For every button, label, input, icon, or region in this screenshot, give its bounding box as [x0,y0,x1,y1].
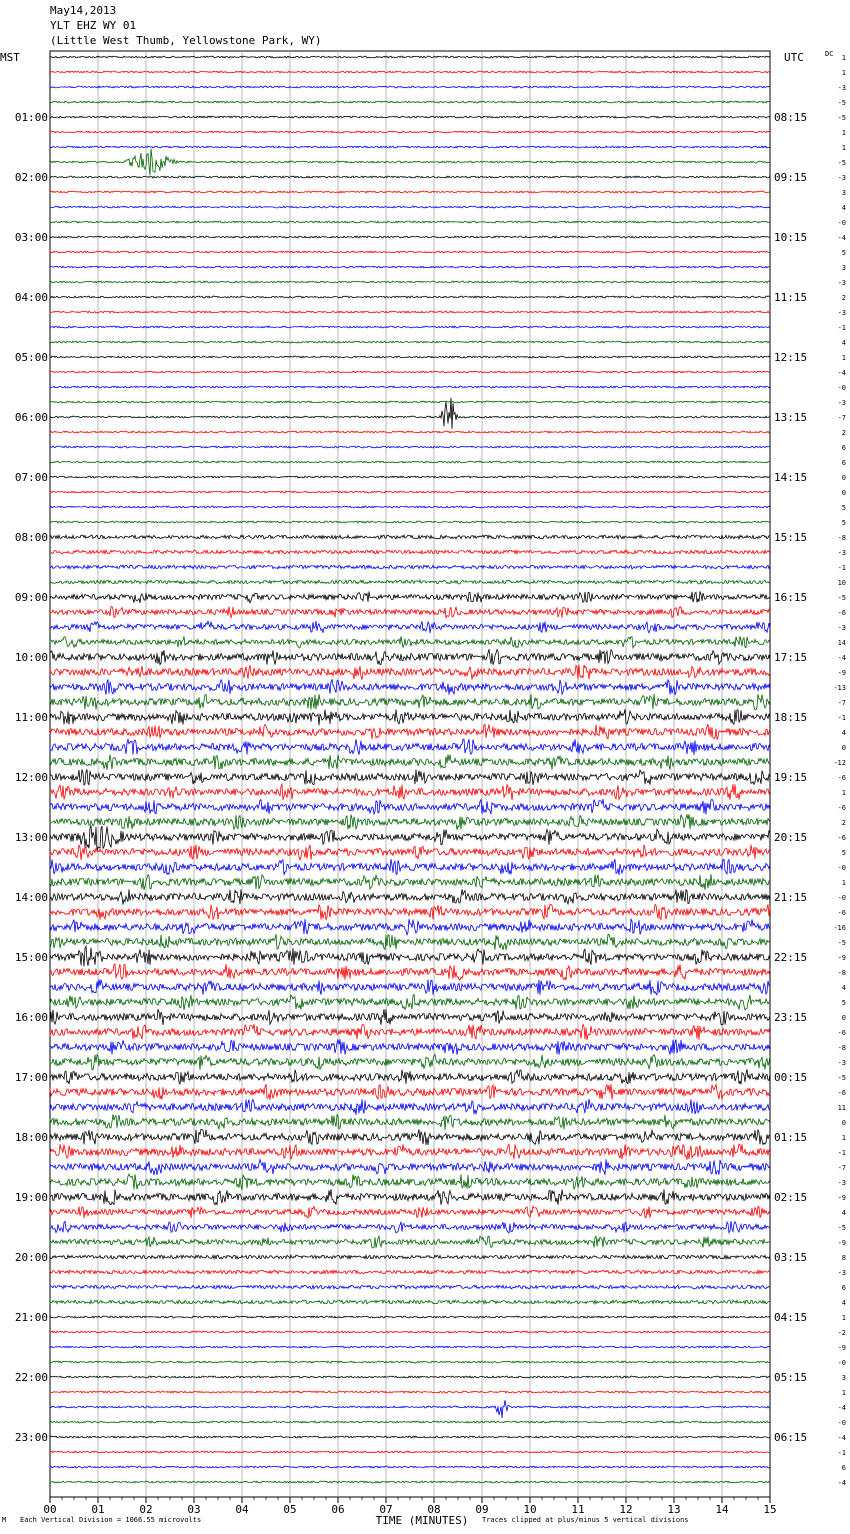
dc-label: DC [825,50,834,58]
trace-row-4 [50,116,770,118]
dc-offset-label: -5 [837,159,846,167]
utc-time-label: 00:15 [774,1071,808,1084]
dc-offset-label: 10 [837,579,846,587]
chart-location: (Little West Thumb, Yellowstone Park, WY) [50,34,322,47]
trace-row-87 [50,1361,770,1363]
dc-offset-label: -1 [837,564,846,572]
trace-row-3 [50,101,770,103]
trace-row-57 [50,904,770,920]
mst-time-label: 07:00 [14,471,48,484]
dc-offset-label: -8 [837,534,846,542]
trace-row-46 [50,739,770,755]
trace-row-59 [50,934,770,950]
mst-time-label: 02:00 [14,171,48,184]
utc-time-label: 22:15 [774,951,808,964]
dc-offset-label: 4 [841,1299,846,1307]
trace-row-1 [50,71,770,73]
dc-offset-label: 4 [841,984,846,992]
dc-offset-label: -5 [837,594,846,602]
dc-offset-label: -4 [837,369,846,377]
utc-time-label: 16:15 [774,591,808,604]
trace-row-78 [50,1221,770,1233]
trace-row-10 [50,206,770,208]
dc-offset-label: 1 [841,354,846,362]
corner-mark: M [2,1516,7,1524]
trace-row-63 [50,995,770,1010]
dc-offset-label: 2 [841,819,846,827]
trace-row-15 [50,281,770,283]
dc-offset-label: -7 [837,414,846,422]
dc-offset-label: 3 [841,1374,846,1382]
dc-offset-label: 5 [841,999,846,1007]
dc-offset-label: 1 [841,1134,846,1142]
dc-offset-label: -13 [833,684,846,692]
trace-row-42 [50,679,770,695]
dc-offset-label: -4 [837,1479,846,1487]
dc-offset-label: -4 [837,234,846,242]
dc-offset-label: 3 [841,189,846,197]
utc-time-label: 14:15 [774,471,808,484]
trace-row-73 [50,1144,770,1160]
dc-offset-label: -5 [837,99,846,107]
dc-offset-label: -3 [837,1179,846,1187]
trace-row-26 [50,446,770,448]
trace-row-43 [50,694,770,710]
dc-offset-label: -3 [837,549,846,557]
trace-row-61 [50,964,770,980]
trace-row-45 [50,724,770,740]
x-tick-label: 10 [523,1503,537,1516]
dc-offset-label: -0 [837,894,846,902]
mst-time-label: 20:00 [14,1251,48,1264]
trace-row-14 [50,266,770,268]
trace-row-37 [50,607,770,618]
dc-offset-label: -5 [837,1074,846,1082]
mst-time-label: 23:00 [14,1431,48,1444]
trace-row-8 [50,176,770,178]
trace-row-7 [50,149,770,176]
dc-offset-label: -3 [837,279,846,287]
trace-row-12 [50,236,770,238]
trace-row-52 [50,826,770,852]
trace-row-20 [50,356,770,358]
dc-offset-label: -1 [837,714,846,722]
utc-time-label: 09:15 [774,171,808,184]
dc-offset-label: 3 [841,264,846,272]
trace-row-85 [50,1331,770,1333]
dc-offset-label: 1 [841,69,846,77]
mst-time-label: 15:00 [14,951,48,964]
utc-time-label: 11:15 [774,291,808,304]
dc-offset-label: 5 [841,849,846,857]
trace-row-33 [50,550,770,554]
trace-row-6 [50,146,770,148]
trace-row-44 [50,709,770,725]
dc-offset-label: 1 [841,1314,846,1322]
utc-time-label: 19:15 [774,771,808,784]
dc-offset-label: -7 [837,699,846,707]
trace-row-79 [50,1236,770,1248]
dc-offset-label: -3 [837,1059,846,1067]
trace-row-76 [50,1189,770,1205]
x-tick-label: 06 [331,1503,345,1516]
dc-offset-label: -3 [837,309,846,317]
trace-row-48 [50,769,770,785]
trace-row-74 [50,1159,770,1175]
trace-row-16 [50,296,770,298]
mst-time-label: 09:00 [14,591,48,604]
dc-offset-label: 5 [841,504,846,512]
dc-offset-label: 5 [841,249,846,257]
trace-row-77 [50,1206,770,1218]
trace-row-54 [50,859,770,875]
dc-offset-label: -3 [837,174,846,182]
utc-time-label: 06:15 [774,1431,808,1444]
dc-offset-label: 11 [837,1104,846,1112]
x-tick-label: 09 [475,1503,489,1516]
dc-offset-label: 1 [841,879,846,887]
x-tick-label: 05 [283,1503,297,1516]
utc-time-label: 03:15 [774,1251,808,1264]
x-tick-label: 07 [379,1503,393,1516]
dc-offset-label: -6 [837,1029,846,1037]
x-tick-label: 04 [235,1503,249,1516]
trace-row-56 [50,889,770,904]
trace-row-22 [50,386,770,388]
mst-time-label: 12:00 [14,771,48,784]
trace-row-17 [50,311,770,313]
trace-row-25 [50,431,770,433]
trace-row-69 [50,1084,770,1100]
trace-row-23 [50,401,770,403]
dc-offset-label: -6 [837,834,846,842]
dc-offset-label: 1 [841,129,846,137]
trace-row-47 [50,754,770,769]
dc-offset-label: -9 [837,1239,846,1247]
mst-time-label: 17:00 [14,1071,48,1084]
trace-row-27 [50,461,770,463]
dc-offset-label: -6 [837,609,846,617]
trace-row-95 [50,1481,770,1483]
dc-offset-label: 0 [841,744,846,752]
dc-offset-label: -0 [837,384,846,392]
trace-row-91 [50,1421,770,1423]
mst-time-label: 21:00 [14,1311,48,1324]
utc-time-label: 05:15 [774,1371,808,1384]
trace-row-5 [50,131,770,133]
chart-station: YLT EHZ WY 01 [50,19,137,32]
dc-offset-label: -12 [833,759,846,767]
utc-time-label: 15:15 [774,531,808,544]
dc-offset-label: 1 [841,144,846,152]
trace-row-50 [50,799,770,814]
dc-offset-label: -3 [837,84,846,92]
utc-time-label: 13:15 [774,411,808,424]
trace-row-36 [50,591,770,603]
dc-offset-label: -2 [837,1329,846,1337]
trace-row-35 [50,580,770,584]
dc-offset-label: 1 [841,789,846,797]
utc-time-label: 20:15 [774,831,808,844]
dc-offset-label: 6 [841,1464,846,1472]
trace-row-2 [50,86,770,88]
trace-row-60 [50,946,770,966]
dc-offset-label: -3 [837,399,846,407]
trace-row-82 [50,1285,770,1289]
dc-offset-label: 8 [841,1254,846,1262]
right-timezone-label: UTC [784,51,804,64]
dc-offset-label: -4 [837,1404,846,1412]
x-tick-label: 12 [619,1503,633,1516]
utc-time-label: 04:15 [774,1311,808,1324]
dc-offset-label: 2 [841,429,846,437]
dc-offset-label: 4 [841,729,846,737]
dc-offset-label: -9 [837,1194,846,1202]
trace-row-53 [50,845,770,860]
dc-offset-label: -5 [837,114,846,122]
dc-offset-label: 4 [841,339,846,347]
utc-time-label: 23:15 [774,1011,808,1024]
trace-row-51 [50,814,770,829]
trace-row-34 [50,565,770,569]
mst-time-label: 11:00 [14,711,48,724]
dc-offset-label: -4 [837,654,846,662]
dc-offset-label: -3 [837,1269,846,1277]
dc-offset-label: 0 [841,474,846,482]
dc-offset-label: 6 [841,459,846,467]
trace-row-84 [50,1316,770,1318]
dc-offset-label: -16 [833,924,846,932]
trace-row-81 [50,1270,770,1274]
dc-offset-label: 6 [841,1284,846,1292]
trace-row-62 [50,979,770,995]
dc-offset-label: -3 [837,624,846,632]
dc-offset-label: -5 [837,939,846,947]
mst-time-label: 01:00 [14,111,48,124]
trace-row-38 [50,621,770,633]
trace-row-40 [50,649,770,665]
dc-offset-label: -5 [837,1224,846,1232]
dc-offset-label: -0 [837,864,846,872]
trace-row-55 [50,874,770,890]
trace-row-89 [50,1391,770,1393]
dc-offset-label: -1 [837,1449,846,1457]
trace-row-28 [50,476,770,478]
trace-row-49 [50,784,770,800]
trace-row-32 [50,535,770,539]
trace-row-86 [50,1346,770,1348]
trace-row-29 [50,491,770,493]
dc-offset-label: 1 [841,54,846,62]
utc-time-label: 10:15 [774,231,808,244]
dc-offset-label: -6 [837,1089,846,1097]
x-tick-label: 11 [571,1503,585,1516]
trace-row-68 [50,1069,770,1084]
trace-row-31 [50,521,770,523]
mst-time-label: 22:00 [14,1371,48,1384]
trace-row-88 [50,1376,770,1378]
dc-offset-label: 5 [841,519,846,527]
x-tick-label: 01 [91,1503,105,1516]
dc-offset-label: 14 [837,639,846,647]
scale-note: Each Vertical Division = 1066.55 microvolts [20,1516,202,1524]
x-tick-label: 13 [667,1503,681,1516]
x-tick-label: 08 [427,1503,441,1516]
trace-row-39 [50,636,770,648]
trace-row-83 [50,1300,770,1304]
dc-offset-label: -1 [837,1149,846,1157]
x-axis-label: TIME (MINUTES) [375,1514,469,1527]
utc-time-label: 18:15 [774,711,808,724]
x-tick-label: 00 [43,1503,57,1516]
dc-offset-label: -7 [837,1164,846,1172]
mst-time-label: 06:00 [14,411,48,424]
trace-row-13 [50,251,770,253]
trace-row-9 [50,191,770,193]
x-tick-label: 14 [715,1503,729,1516]
trace-row-30 [50,506,770,508]
dc-offset-label: -0 [837,219,846,227]
x-tick-label: 03 [187,1503,201,1516]
mst-time-label: 04:00 [14,291,48,304]
utc-time-label: 17:15 [774,651,808,664]
left-timezone-label: MST [0,51,20,64]
dc-offset-label: 1 [841,1389,846,1397]
trace-row-71 [50,1114,770,1130]
trace-row-75 [50,1174,770,1190]
dc-offset-label: -4 [837,1434,846,1442]
trace-row-0 [50,56,770,58]
utc-time-label: 12:15 [774,351,808,364]
dc-offset-label: 4 [841,1209,846,1217]
dc-offset-label: 4 [841,204,846,212]
mst-time-label: 10:00 [14,651,48,664]
trace-row-64 [50,1009,770,1025]
x-tick-label: 02 [139,1503,153,1516]
mst-time-label: 14:00 [14,891,48,904]
x-tick-label: 15 [763,1503,777,1516]
utc-time-label: 01:15 [774,1131,808,1144]
mst-time-label: 19:00 [14,1191,48,1204]
trace-row-70 [50,1099,770,1115]
dc-offset-label: -8 [837,1044,846,1052]
dc-offset-label: -9 [837,954,846,962]
clip-note: Traces clipped at plus/minus 5 vertical divisions [482,1516,689,1524]
trace-row-21 [50,371,770,373]
dc-offset-label: -6 [837,804,846,812]
trace-row-11 [50,221,770,223]
chart-date: May14,2013 [50,4,117,17]
trace-row-94 [50,1466,770,1468]
trace-row-72 [50,1129,770,1145]
mst-time-label: 13:00 [14,831,48,844]
utc-time-label: 02:15 [774,1191,808,1204]
trace-row-80 [50,1255,770,1259]
trace-row-19 [50,341,770,343]
mst-time-label: 03:00 [14,231,48,244]
trace-row-58 [50,919,770,935]
dc-offset-label: 0 [841,489,846,497]
mst-time-label: 08:00 [14,531,48,544]
mst-time-label: 18:00 [14,1131,48,1144]
dc-offset-label: -8 [837,969,846,977]
trace-row-93 [50,1451,770,1453]
trace-row-41 [50,665,770,680]
dc-offset-label: -0 [837,1419,846,1427]
mst-time-label: 05:00 [14,351,48,364]
trace-row-65 [50,1024,770,1040]
trace-row-18 [50,326,770,328]
utc-time-label: 08:15 [774,111,808,124]
dc-offset-label: -1 [837,324,846,332]
trace-row-90 [50,1400,770,1418]
trace-row-92 [50,1436,770,1438]
dc-offset-label: 6 [841,444,846,452]
dc-offset-label: 0 [841,1119,846,1127]
dc-offset-label: 2 [841,294,846,302]
trace-row-66 [50,1039,770,1055]
dc-offset-label: -6 [837,774,846,782]
dc-offset-label: -6 [837,909,846,917]
dc-offset-label: -0 [837,1359,846,1367]
mst-time-label: 16:00 [14,1011,48,1024]
utc-time-label: 21:15 [774,891,808,904]
dc-offset-label: -9 [837,1344,846,1352]
dc-offset-label: 0 [841,1014,846,1022]
trace-row-67 [50,1054,770,1069]
dc-offset-label: -9 [837,669,846,677]
